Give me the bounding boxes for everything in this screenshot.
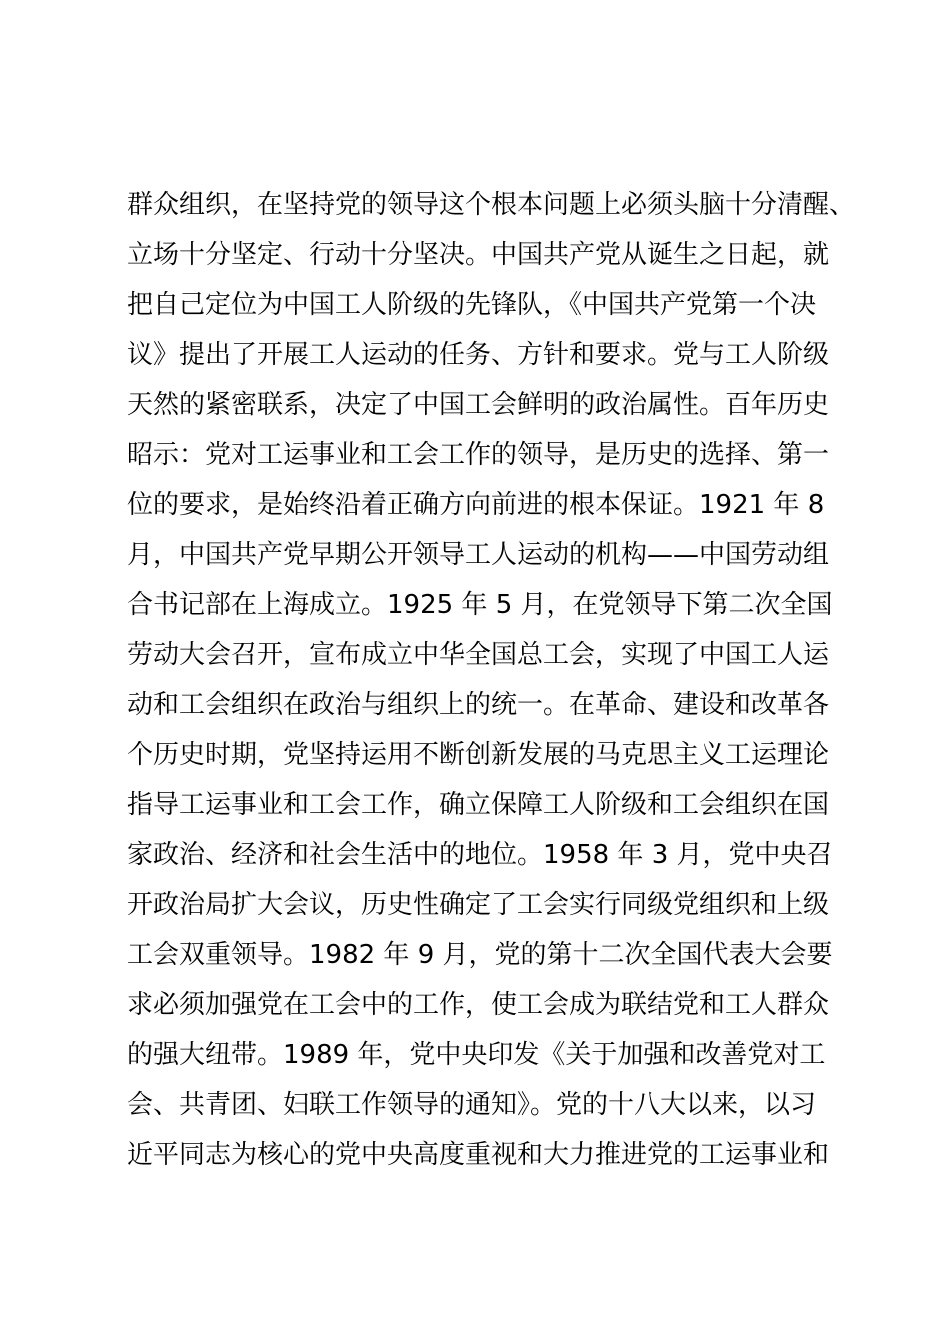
text-line: 会、共青团、妇联工作领导的通知》。党的十八大以来，以习: [127, 1090, 817, 1120]
text-line: 开政治局扩大会议，历史性确定了工会实行同级党组织和上级: [127, 890, 830, 920]
text-line: 立场十分坚定、行动十分坚决。中国共产党从诞生之日起，就: [127, 240, 830, 270]
text-line: 动和工会组织在政治与组织上的统一。在革命、建设和改革各: [127, 690, 830, 720]
text-line: 月，中国共产党早期公开领导工人运动的机构——中国劳动组: [127, 540, 830, 570]
text-line: 劳动大会召开，宣布成立中华全国总工会，实现了中国工人运: [127, 640, 830, 670]
text-line: 合书记部在上海成立。1925 年 5 月，在党领导下第二次全国: [127, 590, 833, 620]
text-line: 工会双重领导。1982 年 9 月，党的第十二次全国代表大会要: [127, 940, 833, 970]
text-line: 求必须加强党在工会中的工作，使工会成为联结党和工人群众: [127, 990, 830, 1020]
text-line: 个历史时期，党坚持运用不断创新发展的马克思主义工运理论: [127, 740, 830, 770]
text-line: 议》提出了开展工人运动的任务、方针和要求。党与工人阶级: [127, 340, 830, 370]
text-line: 群众组织，在坚持党的领导这个根本问题上必须头脑十分清醒、: [127, 190, 856, 220]
text-line: 家政治、经济和社会生活中的地位。1958 年 3 月，党中央召: [127, 840, 833, 870]
text-line: 把自己定位为中国工人阶级的先锋队，《中国共产党第一个决: [127, 290, 817, 320]
text-line: 指导工运事业和工会工作，确立保障工人阶级和工会组织在国: [127, 790, 830, 820]
text-line: 的强大纽带。1989 年，党中央印发《关于加强和改善党对工: [127, 1040, 826, 1070]
text-line: 近平同志为核心的党中央高度重视和大力推进党的工运事业和: [127, 1140, 830, 1170]
body-paragraph: [127, 180, 856, 1180]
text-line: 位的要求，是始终沿着正确方向前进的根本保证。1921 年 8: [127, 490, 825, 520]
text-line: 昭示：党对工运事业和工会工作的领导，是历史的选择、第一: [127, 440, 830, 470]
text-line: 天然的紧密联系，决定了中国工会鲜明的政治属性。百年历史: [127, 390, 830, 420]
